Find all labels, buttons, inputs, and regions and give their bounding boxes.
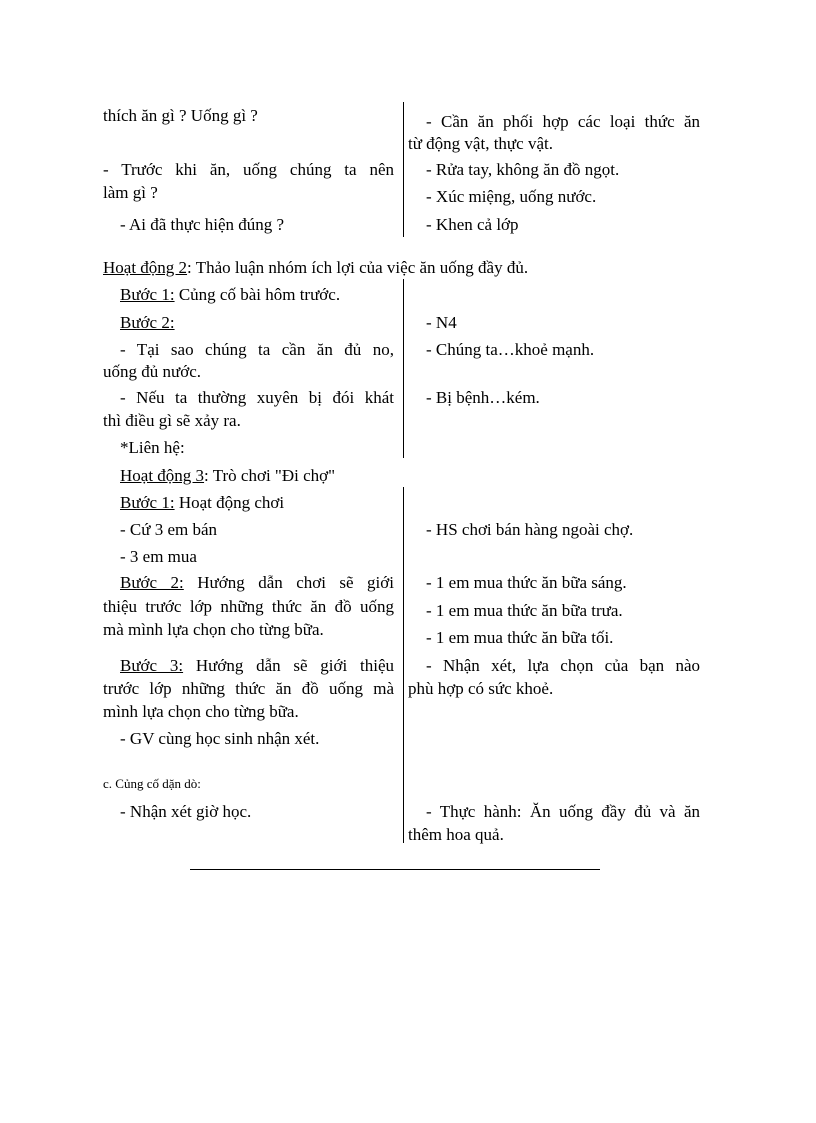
hoat-dong-2-label: Hoạt động 2	[103, 258, 188, 277]
s3-left-line-2: - 3 em mua	[120, 547, 197, 566]
s3-buoc-3-line-2: trước lớp những thức ăn đồ uống mà	[103, 679, 394, 698]
hoat-dong-2-text: : Thảo luận nhóm ích lợi của việc ăn uống đầy đủ.	[187, 258, 529, 277]
s4-right-line-1: - Thực hành: Ăn uống đầy đủ và ăn	[426, 802, 700, 821]
s1-right-line-2: từ động vật, thực vật.	[408, 134, 553, 153]
s3-right-line-4: - 1 em mua thức ăn bữa tối.	[426, 628, 614, 647]
s3-buoc-3-label: Bước 3:	[120, 656, 184, 675]
hoat-dong-3-heading	[120, 464, 335, 487]
s1-right-line-1: - Cần ăn phối hợp các loại thức ăn	[426, 112, 700, 131]
s3-right-line-6: phù hợp có sức khoẻ.	[408, 679, 554, 698]
end-divider-line	[190, 869, 600, 870]
s3-buoc-1-label: Bước 1:	[120, 493, 175, 512]
s2-left-line-5: *Liên hệ:	[120, 438, 185, 457]
s3-buoc-3-line-3: mình lựa chọn cho từng bữa.	[103, 702, 299, 721]
hoat-dong-3-text: : Trò chơi "Đi chợ"	[204, 466, 336, 485]
s3-buoc-3-line-1	[120, 654, 394, 677]
s1-right-line-3: - Rửa tay, không ăn đồ ngọt.	[426, 160, 620, 179]
s2-left-line-2: uống đủ nước.	[103, 362, 201, 381]
s3-buoc-2-line-2: thiệu trước lớp những thức ăn đồ uống	[103, 597, 394, 616]
column-divider-2	[403, 279, 404, 458]
s2-left-line-1: - Tại sao chúng ta cần ăn đủ no,	[120, 340, 394, 359]
s1-left-line-4: - Ai đã thực hiện đúng ?	[120, 215, 285, 234]
s2-left-line-4: thì điều gì sẽ xảy ra.	[103, 411, 241, 430]
s3-buoc-2-line-3: mà mình lựa chọn cho từng bữa.	[103, 620, 324, 639]
s1-left-line-2: - Trước khi ăn, uống chúng ta nên	[103, 160, 394, 179]
hoat-dong-3-label: Hoạt động 3	[120, 466, 205, 485]
s1-right-line-4: - Xúc miệng, uống nước.	[426, 187, 597, 206]
s2-buoc-1-label: Bước 1:	[120, 285, 175, 304]
s1-right-line-5: - Khen cả lớp	[426, 215, 519, 234]
s2-buoc-1	[120, 283, 340, 306]
s2-buoc-1-text: Củng cố bài hôm trước.	[174, 285, 341, 304]
s3-buoc-1	[120, 491, 284, 514]
s2-right-line-3: - Bị bệnh…kém.	[426, 388, 540, 407]
s3-buoc-2-label: Bước 2:	[120, 573, 184, 592]
s4-left-line-1: - Nhận xét giờ học.	[120, 802, 252, 821]
column-divider-3	[403, 487, 404, 843]
s4-heading: c. Củng cố dặn dò:	[103, 776, 201, 791]
s1-left-line-1: thích ăn gì ? Uống gì ?	[103, 106, 258, 125]
s3-right-line-3: - 1 em mua thức ăn bữa trưa.	[426, 601, 623, 620]
s3-buoc-1-text: Hoạt động chơi	[174, 493, 285, 512]
s3-buoc-2-line-1	[120, 571, 394, 594]
s1-left-line-3: làm gì ?	[103, 183, 158, 202]
s3-right-line-5: - Nhận xét, lựa chọn của bạn nào	[426, 656, 700, 675]
s2-buoc-2-label: Bước 2:	[120, 313, 175, 332]
s3-buoc-2-text: Hướng dẫn chơi sẽ giới	[183, 573, 394, 592]
column-divider-1	[403, 102, 404, 237]
s2-right-line-2: - Chúng ta…khoẻ mạnh.	[426, 340, 595, 359]
hoat-dong-2-heading	[103, 256, 528, 279]
s3-right-line-1: - HS chơi bán hàng ngoài chợ.	[426, 520, 634, 539]
s2-right-line-1: - N4	[426, 313, 457, 332]
s3-buoc-3-line-4: - GV cùng học sinh nhận xét.	[120, 729, 320, 748]
s4-right-line-2: thêm hoa quả.	[408, 825, 504, 844]
s3-left-line-1: - Cứ 3 em bán	[120, 520, 218, 539]
s2-left-line-3: - Nếu ta thường xuyên bị đói khát	[120, 388, 394, 407]
s3-buoc-3-text: Hướng dẫn sẽ giới thiệu	[183, 656, 394, 675]
s3-right-line-2: - 1 em mua thức ăn bữa sáng.	[426, 573, 627, 592]
